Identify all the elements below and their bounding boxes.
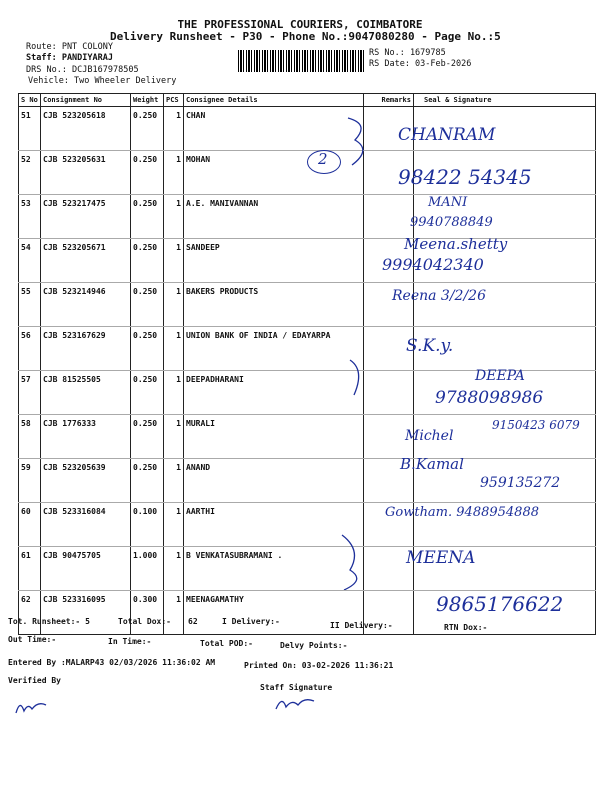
cell-weight: 0.300: [131, 591, 164, 635]
staff-signature: Staff Signature: [260, 683, 333, 692]
cell-consignment: CJB 81525505: [41, 371, 131, 415]
cell-pcs: 1: [164, 239, 184, 283]
staff: Staff: PANDIYARAJ: [26, 53, 113, 63]
cell-consignee: MURALI: [184, 415, 364, 459]
col-signature: Seal & Signature: [414, 94, 596, 107]
rs-no: RS No.: 1679785: [369, 48, 446, 58]
hw-phone-52: 98422 54345: [398, 165, 532, 189]
cell-pcs: 1: [164, 459, 184, 503]
total-dox-label: Total Dox:-: [118, 617, 171, 626]
drs-no: DRS No.: DCJB167978505: [26, 65, 139, 75]
runsheet-title: THE PROFESSIONAL COURIERS, COIMBATORE: [177, 18, 423, 31]
hw-sign-60: Gowtham. 9488954888: [385, 505, 539, 520]
cell-consignee: ANAND: [184, 459, 364, 503]
cell-consignment: CJB 523205671: [41, 239, 131, 283]
verifier-signature: [12, 695, 52, 719]
cell-sno: 56: [19, 327, 41, 371]
cell-pcs: 1: [164, 503, 184, 547]
table-header: [19, 94, 596, 107]
hw-phone-57: 9788098986: [435, 388, 544, 408]
barcode: [238, 50, 364, 72]
i-delivery: I Delivery:-: [222, 617, 280, 626]
hw-sign-51: CHANRAM: [398, 125, 496, 145]
cell-consignee: BAKERS PRODUCTS: [184, 283, 364, 327]
runsheet-subtitle: Delivery Runsheet - P30 - Phone No.:9047080280 - Page No.:5: [110, 30, 501, 43]
cell-weight: 0.250: [131, 371, 164, 415]
entered-by: Entered By :MALARP43 02/03/2026 11:36:02 AM: [8, 658, 216, 667]
cell-weight: 0.250: [131, 283, 164, 327]
printed-on: Printed On: 03-02-2026 11:36:21: [244, 661, 394, 670]
cell-consignee: AARTHI: [184, 503, 364, 547]
cell-weight: 0.250: [131, 327, 164, 371]
cell-consignment: CJB 1776333: [41, 415, 131, 459]
cell-consignment: CJB 90475705: [41, 547, 131, 591]
cell-sno: 51: [19, 107, 41, 151]
table-row: [19, 327, 596, 371]
cell-weight: 0.250: [131, 151, 164, 195]
cell-sno: 61: [19, 547, 41, 591]
hw-sign-61: MEENA: [406, 548, 476, 568]
staff-sign-scribble: [272, 693, 318, 715]
table-row: [19, 107, 596, 151]
cell-weight: 0.250: [131, 459, 164, 503]
cell-consignment: CJB 523205639: [41, 459, 131, 503]
cell-sno: 60: [19, 503, 41, 547]
out-time: Out Time:-: [8, 635, 57, 644]
ii-delivery: II Delivery:-: [330, 621, 393, 630]
table-row: [19, 239, 596, 283]
hw-phone-62: 9865176622: [436, 592, 564, 616]
hw-sign-56: S.K.y.: [406, 336, 454, 356]
cell-weight: 0.250: [131, 239, 164, 283]
hw-phone-58: 9150423 6079: [492, 418, 580, 432]
cell-pcs: 1: [164, 195, 184, 239]
cell-pcs: 1: [164, 547, 184, 591]
cell-consignment: CJB 523316084: [41, 503, 131, 547]
hw-sign-53: MANI: [428, 195, 468, 210]
table-row: [19, 283, 596, 327]
remark-braces: [330, 110, 390, 590]
total-dox-value: 62: [188, 617, 198, 626]
cell-consignee: A.E. MANIVANNAN: [184, 195, 364, 239]
cell-consignee: MEENAGAMATHY: [184, 591, 364, 635]
cell-sno: 54: [19, 239, 41, 283]
cell-consignment: CJB 523214946: [41, 283, 131, 327]
vehicle: Vehicle: Two Wheeler Delivery: [28, 76, 177, 86]
cell-weight: 0.250: [131, 415, 164, 459]
col-consignment: Consignment No: [41, 94, 131, 107]
table-row: [19, 547, 596, 591]
cell-consignment: CJB 523205618: [41, 107, 131, 151]
cell-weight: 0.250: [131, 195, 164, 239]
delvy-points: Delvy Points:-: [280, 641, 348, 650]
cell-consignee: B VENKATASUBRAMANI .: [184, 547, 364, 591]
rtn-dox: RTN Dox:-: [444, 623, 488, 632]
cell-pcs: 1: [164, 591, 184, 635]
hw-circled-number: 2: [318, 150, 328, 168]
cell-sno: 58: [19, 415, 41, 459]
cell-consignee: SANDEEP: [184, 239, 364, 283]
cell-consignee: DEEPADHARANI: [184, 371, 364, 415]
table-row: [19, 195, 596, 239]
cell-consignee: CHAN: [184, 107, 364, 151]
cell-weight: 0.100: [131, 503, 164, 547]
rs-date: RS Date: 03-Feb-2026: [369, 59, 472, 69]
cell-pcs: 1: [164, 283, 184, 327]
col-consignee: Consignee Details: [184, 94, 364, 107]
cell-pcs: 1: [164, 415, 184, 459]
verified-by: Verified By: [8, 676, 61, 685]
hw-sign-59: B.Kamal: [400, 455, 464, 473]
cell-sno: 57: [19, 371, 41, 415]
hw-sign-55: Reena 3/2/26: [392, 288, 486, 304]
col-weight: Weight: [131, 94, 164, 107]
cell-sno: 59: [19, 459, 41, 503]
cell-consignee: MOHAN: [184, 151, 364, 195]
col-sno: S No: [19, 94, 41, 107]
cell-weight: 1.000: [131, 547, 164, 591]
hw-sign-58: Michel: [405, 428, 454, 444]
col-remarks: Remarks: [364, 94, 414, 107]
col-pcs: PCS: [164, 94, 184, 107]
cell-consignment: CJB 523217475: [41, 195, 131, 239]
cell-pcs: 1: [164, 151, 184, 195]
cell-consignment: CJB 523205631: [41, 151, 131, 195]
cell-consignment: CJB 523167629: [41, 327, 131, 371]
total-pod: Total POD:-: [200, 639, 253, 648]
cell-pcs: 1: [164, 327, 184, 371]
hw-sign-54: Meena.shetty: [404, 235, 508, 253]
cell-pcs: 1: [164, 107, 184, 151]
route: Route: PNT COLONY: [26, 42, 113, 52]
cell-consignment: CJB 523316095: [41, 591, 131, 635]
cell-sno: 52: [19, 151, 41, 195]
in-time: In Time:-: [108, 637, 152, 646]
hw-phone-59: 959135272: [480, 475, 561, 491]
tot-runsheet: Tot. Runsheet:- 5: [8, 617, 90, 626]
cell-consignee: UNION BANK OF INDIA / EDAYARPA: [184, 327, 364, 371]
hw-sign-57: DEEPA: [475, 368, 525, 384]
cell-sno: 62: [19, 591, 41, 635]
cell-sno: 53: [19, 195, 41, 239]
cell-pcs: 1: [164, 371, 184, 415]
hw-phone-53: 9940788849: [410, 215, 493, 230]
hw-phone-54: 9994042340: [382, 255, 484, 274]
cell-sno: 55: [19, 283, 41, 327]
cell-weight: 0.250: [131, 107, 164, 151]
